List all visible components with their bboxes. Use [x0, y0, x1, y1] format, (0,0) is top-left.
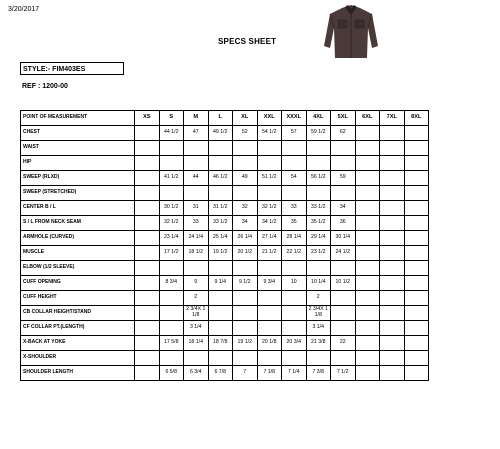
measurement-value — [184, 156, 209, 171]
measurement-value: 3 1/4 — [184, 321, 209, 336]
measurement-value — [380, 126, 405, 141]
column-header-size: XS — [135, 111, 160, 126]
measurement-value: 2 3/4X 1 1/8 — [184, 306, 209, 321]
measurement-value — [355, 231, 380, 246]
measurement-value: 33 1/2 — [306, 201, 331, 216]
measurement-value — [380, 216, 405, 231]
measurement-value: 34 — [233, 216, 258, 231]
measurement-value: 3 1/4 — [306, 321, 331, 336]
measurement-value — [355, 171, 380, 186]
measurement-value — [208, 321, 233, 336]
measurement-value — [355, 306, 380, 321]
measurement-value: 59 — [331, 171, 356, 186]
measurement-value: 28 1/4 — [282, 231, 307, 246]
measurement-value: 57 — [282, 126, 307, 141]
measurement-value — [380, 186, 405, 201]
measurement-value: 34 1/2 — [257, 216, 282, 231]
measurement-value: 20 1/8 — [257, 336, 282, 351]
column-header-size: 4XL — [306, 111, 331, 126]
measurement-value — [306, 351, 331, 366]
measurement-value: 9 — [184, 276, 209, 291]
date-label: 3/20/2017 — [8, 6, 40, 13]
measurement-value — [355, 276, 380, 291]
column-header-size: XL — [233, 111, 258, 126]
measurement-value: 41 1/2 — [159, 171, 184, 186]
measurement-value — [306, 261, 331, 276]
measurement-value — [404, 126, 429, 141]
measurement-value: 23 1/4 — [159, 231, 184, 246]
measurement-label: CUFF HEIGHT — [21, 291, 135, 306]
measurement-value — [184, 261, 209, 276]
measurement-value: 56 1/2 — [306, 171, 331, 186]
measurement-value — [404, 291, 429, 306]
measurement-value — [404, 141, 429, 156]
measurement-value — [404, 366, 429, 381]
column-header-size: XXXL — [282, 111, 307, 126]
measurement-value: 33 — [184, 216, 209, 231]
measurement-value: 19 1/2 — [208, 246, 233, 261]
measurement-value — [355, 366, 380, 381]
measurement-value — [208, 186, 233, 201]
table-row — [21, 321, 429, 336]
measurement-value — [331, 141, 356, 156]
column-header-size: 6XL — [355, 111, 380, 126]
measurement-value: 10 1/4 — [306, 276, 331, 291]
column-header-size: L — [208, 111, 233, 126]
measurement-value — [257, 261, 282, 276]
measurement-value: 18 7/8 — [208, 336, 233, 351]
measurement-value: 47 — [184, 126, 209, 141]
measurement-value — [380, 366, 405, 381]
measurement-value — [355, 126, 380, 141]
measurement-value: 9 1/4 — [208, 276, 233, 291]
measurement-value: 46 1/2 — [208, 171, 233, 186]
measurement-value — [404, 186, 429, 201]
measurement-value — [257, 351, 282, 366]
measurement-value — [159, 186, 184, 201]
measurement-label: S / L FROM NECK SEAM — [21, 216, 135, 231]
measurement-value — [135, 351, 160, 366]
measurement-value: 10 — [282, 276, 307, 291]
measurement-value — [306, 141, 331, 156]
measurement-value — [404, 246, 429, 261]
measurement-value: 7 3/8 — [306, 366, 331, 381]
table-row — [21, 351, 429, 366]
leather-shirt-icon — [323, 2, 379, 60]
measurement-value — [404, 261, 429, 276]
measurement-value — [404, 216, 429, 231]
measurement-value — [257, 156, 282, 171]
measurement-value: 7 1/4 — [282, 366, 307, 381]
measurement-value — [184, 141, 209, 156]
measurement-value — [208, 261, 233, 276]
measurement-value — [233, 306, 258, 321]
measurement-value: 25 1/4 — [208, 231, 233, 246]
measurement-value — [257, 141, 282, 156]
measurement-value: 2 — [184, 291, 209, 306]
measurement-value — [282, 306, 307, 321]
measurement-value — [355, 186, 380, 201]
measurement-value — [306, 156, 331, 171]
measurement-value — [257, 291, 282, 306]
measurement-value: 32 1/2 — [257, 201, 282, 216]
measurement-value — [331, 186, 356, 201]
measurement-value — [257, 186, 282, 201]
column-header-size: 8XL — [404, 111, 429, 126]
measurement-value: 32 1/2 — [159, 216, 184, 231]
style-code: STYLE:- FIM403ES — [20, 62, 124, 75]
table-row — [21, 246, 429, 261]
table-row — [21, 306, 429, 321]
measurement-label: X-SHOULDER — [21, 351, 135, 366]
measurement-value — [331, 261, 356, 276]
measurement-value — [380, 141, 405, 156]
measurement-value: 31 1/2 — [208, 201, 233, 216]
measurement-value — [355, 246, 380, 261]
table-row — [21, 366, 429, 381]
table-row — [21, 276, 429, 291]
measurement-value — [135, 336, 160, 351]
measurement-value — [355, 216, 380, 231]
measurement-value: 24 1/2 — [331, 246, 356, 261]
measurement-value — [208, 141, 233, 156]
table-row — [21, 171, 429, 186]
measurement-label: X-BACK AT YOKE — [21, 336, 135, 351]
measurement-value — [135, 171, 160, 186]
reference-number: REF : 1200-00 — [22, 83, 68, 90]
measurement-value — [380, 351, 405, 366]
measurement-value — [380, 336, 405, 351]
measurement-value — [159, 291, 184, 306]
measurement-label: SWEEP (RLXD) — [21, 171, 135, 186]
table-row — [21, 231, 429, 246]
measurement-value: 32 — [233, 201, 258, 216]
measurement-value: 6 7/8 — [208, 366, 233, 381]
measurement-value — [257, 306, 282, 321]
measurement-value — [282, 141, 307, 156]
measurement-value — [380, 201, 405, 216]
measurement-value — [135, 306, 160, 321]
measurement-value — [282, 261, 307, 276]
measurement-value — [306, 186, 331, 201]
measurement-value — [159, 351, 184, 366]
measurement-value: 59 1/2 — [306, 126, 331, 141]
table-row — [21, 126, 429, 141]
measurement-value: 44 1/2 — [159, 126, 184, 141]
measurement-value: 6 3/4 — [184, 366, 209, 381]
measurement-value — [380, 156, 405, 171]
table-row — [21, 291, 429, 306]
measurement-value — [135, 216, 160, 231]
measurement-value — [282, 291, 307, 306]
column-header-size: M — [184, 111, 209, 126]
measurement-value — [282, 156, 307, 171]
measurement-label: ELBOW (1/2 SLEEVE) — [21, 261, 135, 276]
measurement-value — [331, 291, 356, 306]
measurement-value: 18 1/2 — [184, 246, 209, 261]
measurement-value — [404, 336, 429, 351]
measurement-value: 7 1/8 — [257, 366, 282, 381]
measurement-value — [135, 201, 160, 216]
measurement-value: 18 1/4 — [184, 336, 209, 351]
measurement-value — [380, 246, 405, 261]
measurement-value — [404, 306, 429, 321]
measurement-value: 17 5/8 — [159, 336, 184, 351]
column-header-size: 7XL — [380, 111, 405, 126]
measurement-value — [282, 321, 307, 336]
measurement-value: 22 1/2 — [282, 246, 307, 261]
measurement-value — [404, 171, 429, 186]
measurement-value — [135, 141, 160, 156]
measurement-value — [208, 156, 233, 171]
table-row — [21, 261, 429, 276]
measurement-value: 26 1/4 — [233, 231, 258, 246]
measurement-value — [355, 141, 380, 156]
measurement-value — [135, 186, 160, 201]
table-row — [21, 141, 429, 156]
measurement-value — [233, 261, 258, 276]
measurement-value — [233, 156, 258, 171]
measurement-value — [135, 246, 160, 261]
measurement-label: WAIST — [21, 141, 135, 156]
table-row — [21, 201, 429, 216]
measurement-value — [331, 306, 356, 321]
measurement-value — [159, 306, 184, 321]
measurement-value — [355, 336, 380, 351]
measurement-value — [135, 321, 160, 336]
measurement-value — [208, 306, 233, 321]
measurement-value — [404, 321, 429, 336]
measurement-value: 6 5/8 — [159, 366, 184, 381]
measurement-value — [404, 276, 429, 291]
measurement-label: CHEST — [21, 126, 135, 141]
measurement-value — [355, 201, 380, 216]
column-header-size: XXL — [257, 111, 282, 126]
measurement-value: 52 — [233, 126, 258, 141]
measurement-value: 17 1/2 — [159, 246, 184, 261]
table-header-row — [21, 111, 429, 126]
measurement-value: 22 — [331, 336, 356, 351]
measurement-value: 54 — [282, 171, 307, 186]
table-row — [21, 186, 429, 201]
measurement-value — [233, 291, 258, 306]
measurement-value — [135, 366, 160, 381]
measurement-value — [159, 321, 184, 336]
measurement-table — [20, 110, 429, 381]
measurement-value: 34 — [331, 201, 356, 216]
measurement-value — [135, 231, 160, 246]
measurement-value: 21 3/8 — [306, 336, 331, 351]
measurement-value: 33 1/2 — [208, 216, 233, 231]
measurement-value: 20 3/4 — [282, 336, 307, 351]
measurement-value: 35 1/2 — [306, 216, 331, 231]
measurement-value: 31 — [184, 201, 209, 216]
column-header-size: S — [159, 111, 184, 126]
measurement-value — [135, 126, 160, 141]
measurement-value: 36 — [331, 216, 356, 231]
measurement-value: 30 1/4 — [331, 231, 356, 246]
measurement-value: 30 1/2 — [159, 201, 184, 216]
measurement-value — [233, 141, 258, 156]
measurement-value — [380, 276, 405, 291]
measurement-value: 62 — [331, 126, 356, 141]
measurement-value — [355, 351, 380, 366]
measurement-value — [135, 276, 160, 291]
measurement-value — [208, 291, 233, 306]
measurement-value — [135, 291, 160, 306]
column-header-measurement: POINT OF MEASUREMENT — [21, 111, 135, 126]
measurement-value — [282, 186, 307, 201]
measurement-value: 7 — [233, 366, 258, 381]
measurement-value — [404, 351, 429, 366]
measurement-value: 19 1/2 — [233, 336, 258, 351]
table-row — [21, 156, 429, 171]
measurement-value — [404, 201, 429, 216]
measurement-value: 44 — [184, 171, 209, 186]
measurement-value — [159, 156, 184, 171]
measurement-value — [331, 321, 356, 336]
measurement-label: SWEEP (STRETCHED) — [21, 186, 135, 201]
measurement-value: 49 1/2 — [208, 126, 233, 141]
measurement-value: 35 — [282, 216, 307, 231]
measurement-value — [233, 186, 258, 201]
measurement-value — [257, 321, 282, 336]
measurement-value — [355, 321, 380, 336]
measurement-value — [404, 156, 429, 171]
measurement-value — [282, 351, 307, 366]
measurement-value — [184, 351, 209, 366]
measurement-value — [355, 291, 380, 306]
measurement-label: CENTER B / L — [21, 201, 135, 216]
measurement-value — [380, 171, 405, 186]
measurement-label: MUSCLE — [21, 246, 135, 261]
measurement-value — [233, 321, 258, 336]
measurement-value: 51 1/2 — [257, 171, 282, 186]
measurement-value — [380, 321, 405, 336]
measurement-value — [135, 156, 160, 171]
table-row — [21, 336, 429, 351]
measurement-value: 29 1/4 — [306, 231, 331, 246]
measurement-value — [380, 261, 405, 276]
measurement-value: 21 1/2 — [257, 246, 282, 261]
measurement-value: 49 — [233, 171, 258, 186]
measurement-label: CUFF OPENING — [21, 276, 135, 291]
column-header-size: 5XL — [331, 111, 356, 126]
measurement-value — [380, 291, 405, 306]
measurement-value: 10 1/2 — [331, 276, 356, 291]
measurement-value: 27 1/4 — [257, 231, 282, 246]
measurement-label: HIP — [21, 156, 135, 171]
page-title: SPECS SHEET — [218, 37, 277, 46]
measurement-value: 23 1/2 — [306, 246, 331, 261]
measurement-value: 20 1/2 — [233, 246, 258, 261]
measurement-value — [355, 261, 380, 276]
measurement-value — [331, 351, 356, 366]
table-row — [21, 216, 429, 231]
measurement-value — [355, 156, 380, 171]
measurement-value: 9 3/4 — [257, 276, 282, 291]
measurement-label: SHOULDER LENGTH — [21, 366, 135, 381]
measurement-value — [233, 351, 258, 366]
measurement-value — [159, 261, 184, 276]
measurement-value — [159, 141, 184, 156]
measurement-value — [404, 231, 429, 246]
measurement-value: 33 — [282, 201, 307, 216]
measurement-label: ARMHOLE (CURVED) — [21, 231, 135, 246]
measurement-value — [135, 261, 160, 276]
measurement-value — [208, 351, 233, 366]
measurement-value — [380, 231, 405, 246]
measurement-value: 9 1/2 — [233, 276, 258, 291]
measurement-value — [331, 156, 356, 171]
measurement-value: 2 3/4X 1 1/8 — [306, 306, 331, 321]
measurement-value — [184, 186, 209, 201]
measurement-value: 24 1/4 — [184, 231, 209, 246]
measurement-label: CB COLLAR HEIGHT/STAND — [21, 306, 135, 321]
measurement-label: CF COLLAR PT.(LENGTH) — [21, 321, 135, 336]
measurement-value: 7 1/2 — [331, 366, 356, 381]
measurement-value: 2 — [306, 291, 331, 306]
measurement-value — [380, 306, 405, 321]
measurement-value: 54 1/2 — [257, 126, 282, 141]
measurement-value: 8 3/4 — [159, 276, 184, 291]
